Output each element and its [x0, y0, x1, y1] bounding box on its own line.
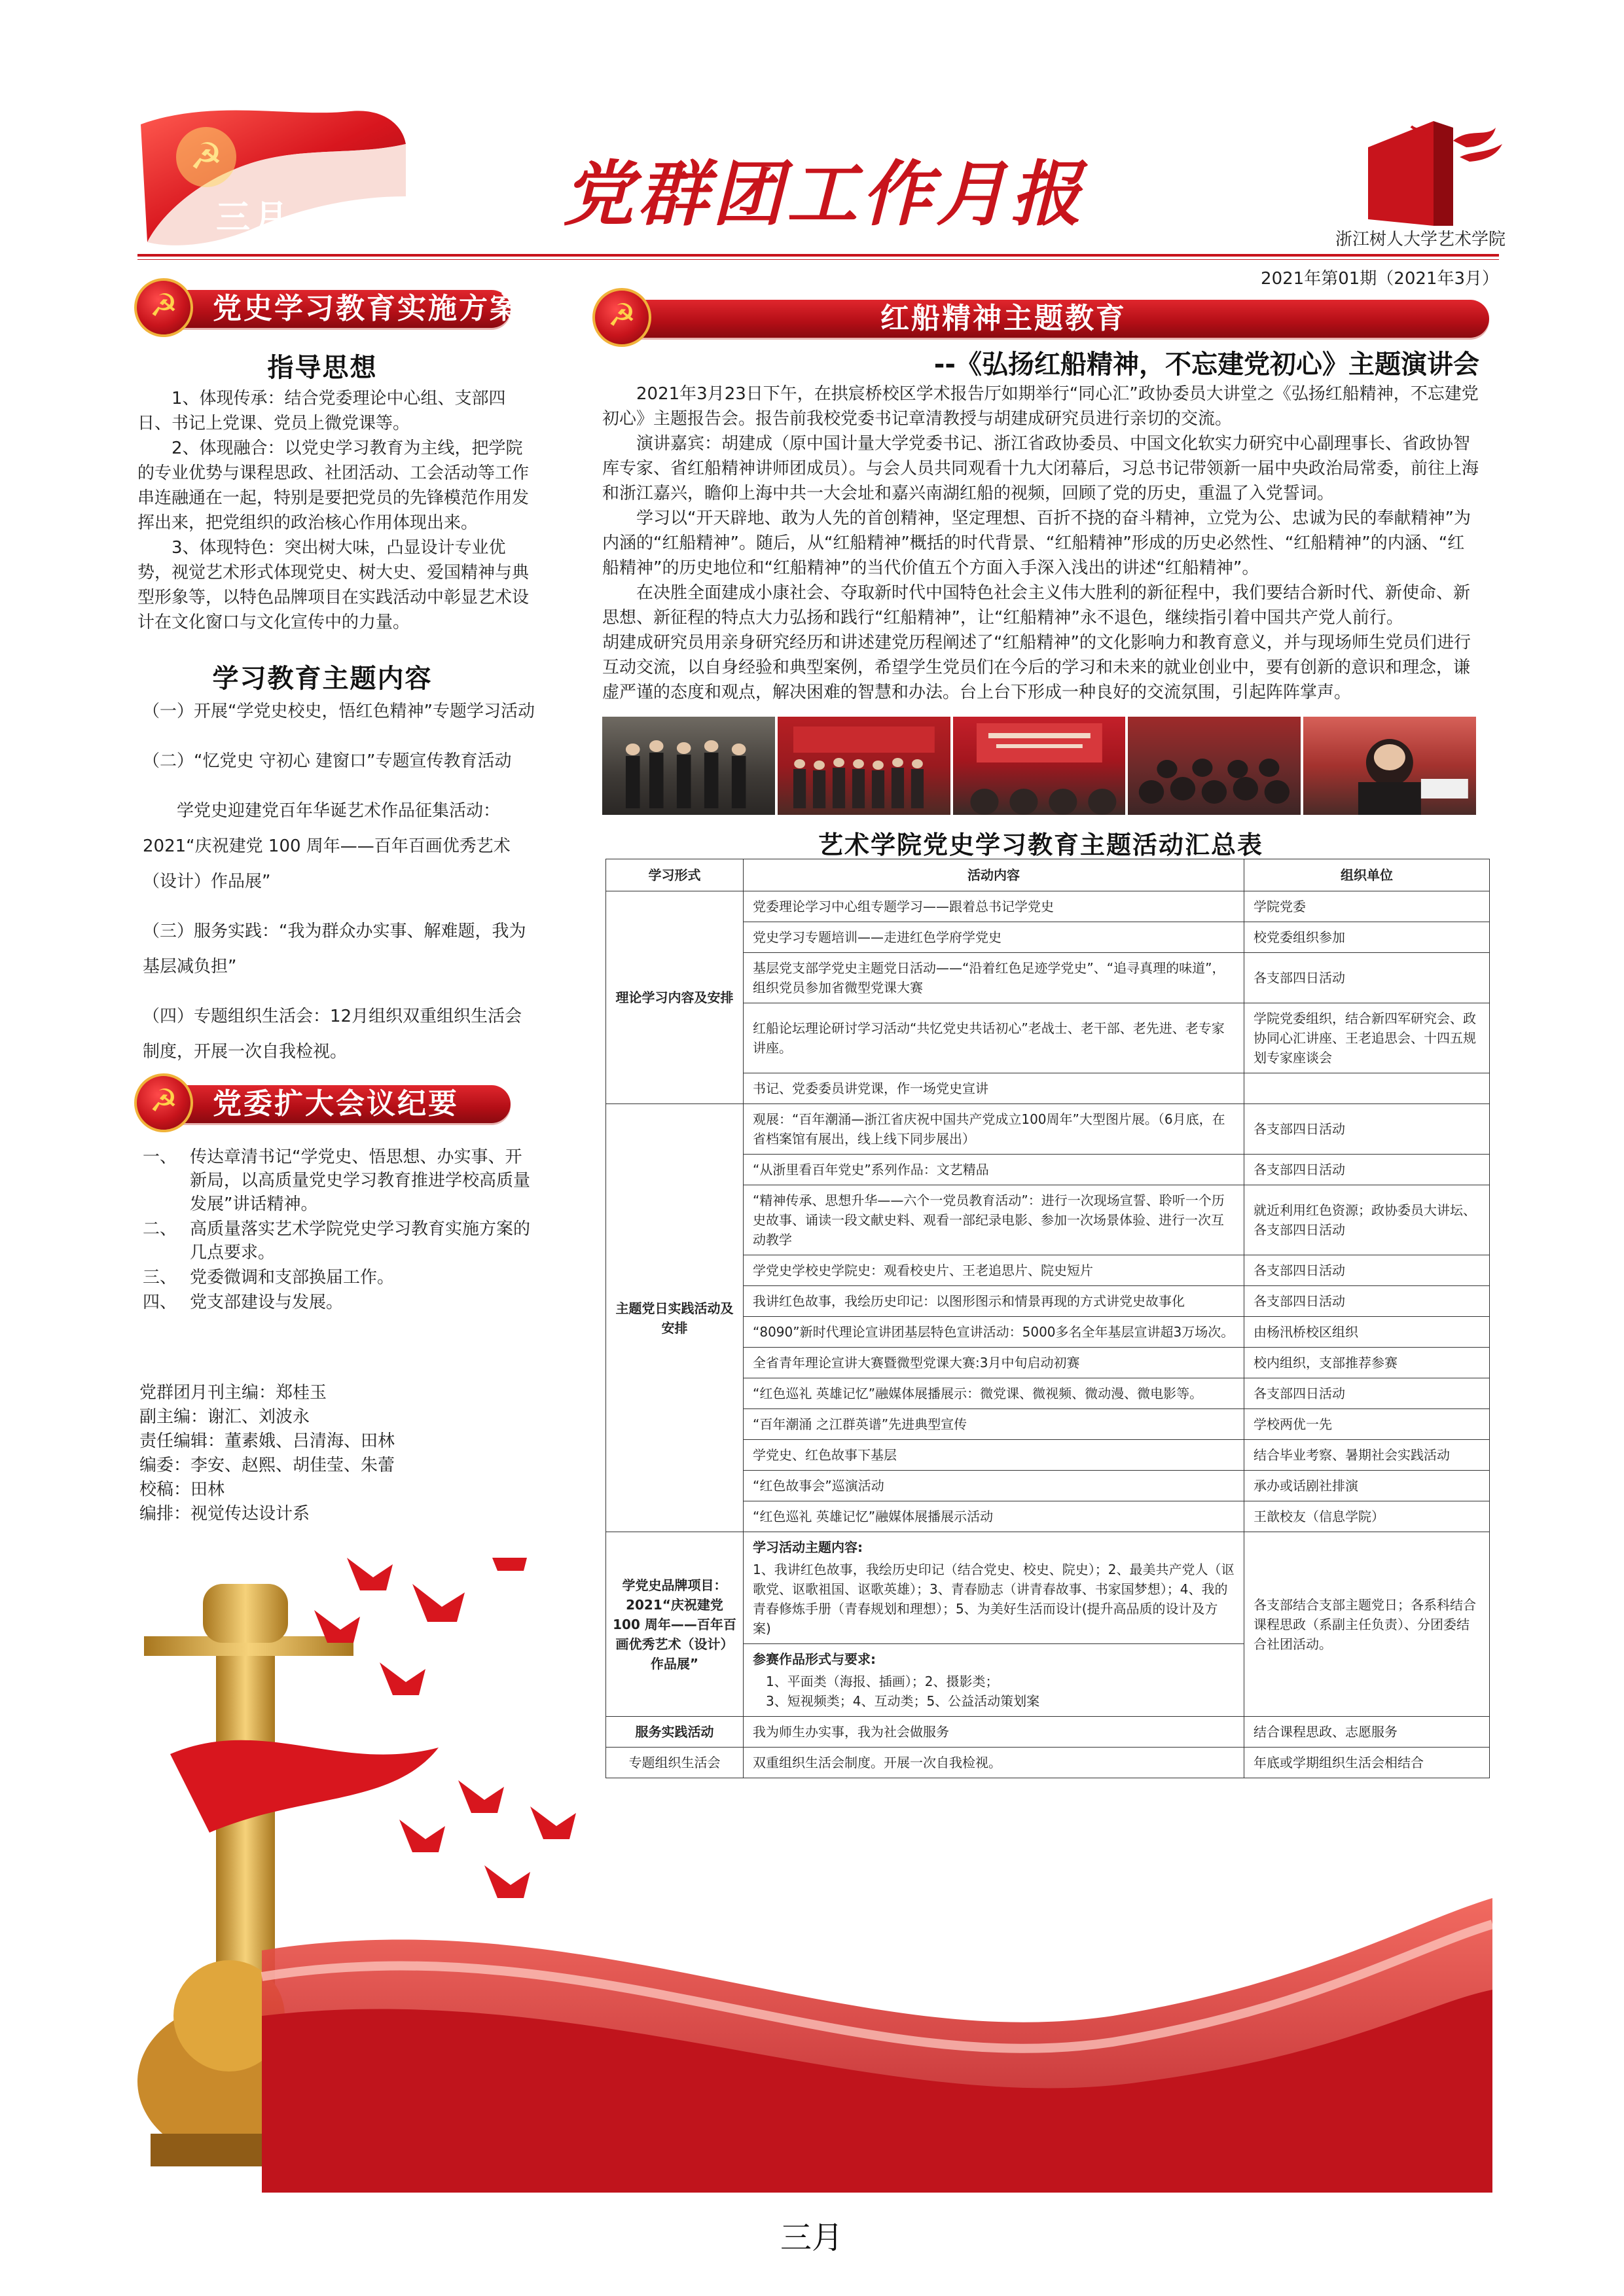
org-cell: 王歆校友（信息学院）: [1244, 1501, 1490, 1532]
list-item: （一）开展“学党史校史，悟红色精神”专题学习活动: [143, 702, 535, 721]
article-body: [602, 382, 1479, 705]
category-cell: 理论学习内容及安排: [606, 891, 744, 1104]
content-cell: [744, 1644, 1244, 1717]
org-cell: 由杨汛桥校区组织: [1244, 1317, 1490, 1348]
list-item: 四、 党支部建设与发展。: [143, 1293, 344, 1312]
org-cell: 年底或学期组织生活会相结合: [1244, 1748, 1490, 1778]
org-cell: 各支部四日活动: [1244, 1286, 1490, 1317]
content-cell: 党委理论学习中心组专题学习——跟着总书记学党史: [744, 891, 1244, 922]
content-subheading: 参赛作品形式与要求:: [753, 1651, 876, 1667]
paragraph: 2、体现融合：以党史学习教育为主线，把学院的专业优势与课程思政、社团活动、工会活动等工作串连融通在一起，特别是要把党员的先锋模范作用发挥出来，把党组织的政治核心作用体现出来。: [137, 439, 530, 533]
org-cell: 就近利用红色资源；政协委员大讲坛、各支部四日活动: [1244, 1185, 1490, 1255]
list-item: （四）专题组织生活会：12月组织双重组织生活会制度，开展一次自我检视。: [143, 1007, 522, 1062]
content-cell: “8090”新时代理论宣讲团基层特色宣讲活动：5000多名全年基层宣讲超3万场次。: [744, 1317, 1244, 1348]
section-ribbon-meeting-minutes: [134, 1073, 511, 1132]
content-cell: “红色故事会”巡演活动: [744, 1471, 1244, 1501]
activity-summary-table: [605, 859, 1490, 1778]
org-cell: 各支部四日活动: [1244, 1155, 1490, 1185]
category-cell: 专题组织生活会: [606, 1748, 744, 1778]
editorial-staff: [139, 1381, 532, 1526]
list-item: 学党史迎建党百年华诞艺术作品征集活动：2021“庆祝建党 100 周年——百年百画优秀艺术（设计）作品展”: [143, 801, 511, 891]
issue-number: 2021年第01期（2021年3月）: [1261, 269, 1499, 289]
paragraph: 演讲嘉宾：胡建成（原中国计量大学党委书记、浙江省政协委员、中国文化软实力研究中心副理事长、省政协智库专家、省红船精神讲师团成员）。与会人员共同观看十九大闭幕后，习总书记带领新一届中央政治局常委，前往上海和浙江嘉兴，瞻仰上海中共一大会址和嘉兴南湖红船的视频，回顾了党的历史，重温了入党誓词。: [602, 434, 1479, 503]
content-cell: “红色巡礼 英雄记忆”融媒体展播展示：微党课、微视频、微动漫、微电影等。: [744, 1378, 1244, 1409]
content-cell: 我讲红色故事，我绘历史印记：以图形图示和情景再现的方式讲党史故事化: [744, 1286, 1244, 1317]
column-header: 组织单位: [1244, 859, 1490, 891]
paragraph: 2021年3月23日下午，在拱宸桥校区学术报告厅如期举行“同心汇”政协委员大讲堂之《弘扬红船精神，不忘建党初心》主题报告会。报告前我校党委书记章清教授与胡建成研究员进行亲切的交流。: [602, 384, 1479, 429]
org-cell: 各支部四日活动: [1244, 1104, 1490, 1155]
list-item: 二、 高质量落实艺术学院党史学习教育实施方案的几点要求。: [143, 1219, 531, 1263]
staff-line: 编委：李安、赵熙、胡佳莹、朱蕾: [139, 1456, 395, 1475]
ribbon-label: 红船精神主题教育: [880, 302, 1127, 335]
section-ribbon-red-boat: [592, 288, 1489, 347]
meeting-minutes-list: [143, 1145, 535, 1316]
content-cell: 我为师生办实事，我为社会做服务: [744, 1717, 1244, 1748]
content-text: 3、短视频类；4、互动类；5、公益活动策划案: [766, 1693, 1040, 1709]
org-cell: 各支部四日活动: [1244, 953, 1490, 1003]
content-cell: 书记、党委委员讲党课，作一场党史宣讲: [744, 1073, 1244, 1104]
org-cell: 校内组织，支部推荐参赛: [1244, 1348, 1490, 1378]
content-cell: 观展：“百年潮涌—浙江省庆祝中国共产党成立100周年”大型图片展。（6月底，在省档案馆有展出，线上线下同步展出）: [744, 1104, 1244, 1155]
category-cell: 学党史品牌项目：2021“庆祝建党 100 周年——百年百画优秀艺术（设计）作品展”: [606, 1532, 744, 1717]
content-cell: 红船论坛理论研讨学习活动“共忆党史共话初心”老战士、老干部、老先进、老专家讲座。: [744, 1003, 1244, 1073]
month-tag: 三月: [216, 198, 293, 238]
org-cell: 学院党委: [1244, 891, 1490, 922]
table-title: 艺术学院党史学习教育主题活动汇总表: [818, 831, 1263, 859]
list-item: 三、 党委微调和支部换届工作。: [143, 1268, 395, 1287]
category-cell: 主题党日实践活动及安排: [606, 1104, 744, 1532]
content-cell: “红色巡礼 英雄记忆”融媒体展播展示活动: [744, 1501, 1244, 1532]
org-cell: 校党委组织参加: [1244, 922, 1490, 953]
page-title: 党群团工作月报: [563, 154, 1086, 236]
org-cell: 学校两优一先: [1244, 1409, 1490, 1440]
staff-line: 编排：视觉传达设计系: [139, 1504, 310, 1524]
content-cell: “百年潮涌 之江群英谱”先进典型宣传: [744, 1409, 1244, 1440]
content-text: 1、平面类（海报、插画）；2、摄影类；: [766, 1674, 999, 1689]
school-logo-icon: [1355, 121, 1506, 226]
staff-line: 校稿：田林: [139, 1480, 225, 1499]
org-cell: 各支部结合支部主题党日；各系科结合课程思政（系副主任负责）、分团委结合社团活动。: [1244, 1532, 1490, 1717]
content-cell: 基层党支部学党史主题党日活动——“沿着红色足迹学党史”、“追寻真理的味道”，组织党员参加省微型党课大赛: [744, 953, 1244, 1003]
org-cell: 各支部四日活动: [1244, 1378, 1490, 1409]
section-ribbon-implementation-plan: [134, 278, 520, 337]
guiding-ideology-body: [137, 386, 537, 635]
list-item: （二）“忆党史 守初心 建窗口”专题宣传教育活动: [143, 751, 512, 771]
table-header-row: [606, 859, 1490, 891]
list-item: （三）服务实践：“我为群众办实事、解难题，我为基层减负担”: [143, 922, 526, 977]
content-cell: 全省青年理论宣讲大赛暨微型党课大赛:3月中旬启动初赛: [744, 1348, 1244, 1378]
event-photo: [1303, 717, 1476, 815]
org-cell: [1244, 1073, 1490, 1104]
category-cell: 服务实践活动: [606, 1717, 744, 1748]
event-photo: [602, 717, 775, 815]
school-name: 浙江树人大学艺术学院: [1335, 230, 1506, 249]
table-row: [606, 1748, 1490, 1778]
paragraph: 胡建成研究员用亲身研究经历和讲述建党历程阐述了“红船精神”的文化影响力和教育意义，并与现场师生党员们进行互动交流，以自身经验和典型案例，希望学生党员们在今后的学习和未来的就业创业中，要有创新的意识和理念，谦虚严谨的态度和观点，解决困难的智慧和办法。台上台下形成一种良好的交流氛围，引起阵阵掌声。: [602, 633, 1471, 702]
header-divider: [137, 254, 1499, 257]
party-emblem-icon: ☭: [592, 288, 651, 347]
table-row: [606, 891, 1490, 922]
paragraph: 1、体现传承：结合党委理论中心组、支部四日、书记上党课、党员上微党课等。: [137, 389, 506, 433]
content-cell: 学党史学校史学院史：观看校史片、王老追思片、院史短片: [744, 1255, 1244, 1286]
page-footer-label: 三月: [780, 2219, 843, 2256]
content-cell: 双重组织生活会制度。开展一次自我检视。: [744, 1748, 1244, 1778]
org-cell: 承办或话剧社排演: [1244, 1471, 1490, 1501]
event-photo: [1128, 717, 1301, 815]
party-emblem-icon: ☭: [134, 1073, 193, 1132]
event-photo: [953, 717, 1126, 815]
study-content-list: [143, 694, 535, 1084]
paragraph: 在决胜全面建成小康社会、夺取新时代中国特色社会主义伟大胜利的新征程中，我们要结合新时代、新使命、新思想、新征程的特点大力弘扬和践行“红船精神”，让“红船精神”永不退色，继续指引着中国共产党人前行。: [602, 583, 1471, 628]
content-cell: “精神传承、思想升华——六个一党员教育活动”：进行一次现场宣誓、聆听一个历史故事、诵读一段文献史料、观看一部纪录电影、参加一次场景体验、进行一次互动教学: [744, 1185, 1244, 1255]
column-header: 活动内容: [744, 859, 1244, 891]
org-cell: 学院党委组织，结合新四军研究会、政协同心汇讲座、王老追思会、十四五规划专家座谈会: [1244, 1003, 1490, 1073]
org-cell: 结合课程思政、志愿服务: [1244, 1717, 1490, 1748]
party-emblem-icon: ☭: [134, 278, 193, 337]
event-photo: [778, 717, 950, 815]
dove-flock-icon: [314, 1558, 576, 1898]
org-cell: 结合毕业考察、暑期社会实践活动: [1244, 1440, 1490, 1471]
table-row: [606, 1717, 1490, 1748]
list-item: 一、 传达章清书记“学党史、悟思想、办实事、开新局，以高质量党史学习教育推进学校高质量发展”讲话精神。: [143, 1147, 531, 1214]
guiding-ideology-heading: 指导思想: [267, 353, 378, 383]
table-row: [606, 1532, 1490, 1644]
article-subtitle: --《弘扬红船精神，不忘建党初心》主题演讲会: [933, 350, 1479, 380]
paragraph: 3、体现特色：突出树大味，凸显设计专业优势，视觉艺术形式体现党史、树大史、爱国精神与典型形象等，以特色品牌项目在实践活动中彰显艺术设计在文化窗口与文化宣传中的力量。: [137, 538, 530, 632]
content-subheading: 学习活动主题内容:: [753, 1539, 863, 1555]
staff-line: 责任编辑：董素娥、吕清海、田林: [139, 1431, 395, 1451]
content-cell: [744, 1532, 1244, 1644]
study-content-heading: 学习教育主题内容: [212, 664, 433, 694]
svg-text:☭: ☭: [189, 135, 223, 178]
ribbon-label: 党委扩大会议纪要: [213, 1087, 459, 1121]
content-text: 1、我讲红色故事，我绘历史印记（结合党史、校史、院史）；2、最美共产党人（讴歌党、讴歌祖国、讴歌英雄）；3、青春励志（讲青春故事、书家国梦想）；4、我的青春修炼手册（青春规划和理想）；5、为美好生活而设计(提升高品质的设计及方案): [753, 1562, 1235, 1636]
staff-line: 党群团月刊主编：郑桂玉: [139, 1383, 327, 1403]
staff-line: 副主编：谢汇、刘波永: [139, 1407, 310, 1427]
content-cell: “从浙里看百年党史”系列作品：文艺精品: [744, 1155, 1244, 1185]
column-header: 学习形式: [606, 859, 744, 891]
org-cell: 各支部四日活动: [1244, 1255, 1490, 1286]
event-photo-strip: [602, 717, 1476, 815]
header-divider-thin: [137, 259, 1499, 260]
content-cell: 党史学习专题培训——走进红色学府学党史: [744, 922, 1244, 953]
table-row: [606, 1104, 1490, 1155]
paragraph: 学习以“开天辟地、敢为人先的首创精神，坚定理想、百折不挠的奋斗精神，立党为公、忠诚为民的奉献精神”为内涵的“红船精神”。随后，从“红船精神”概括的时代背景、“红船精神”形成的历史必然性、“红船精神”的内涵、“红船精神”的历史地位和“红船精神”的当代价值五个方面入手深入浅出的讲述“红船精神”。: [602, 509, 1471, 578]
content-cell: 学党史、红色故事下基层: [744, 1440, 1244, 1471]
ribbon-label: 党史学习教育实施方案: [213, 292, 520, 325]
